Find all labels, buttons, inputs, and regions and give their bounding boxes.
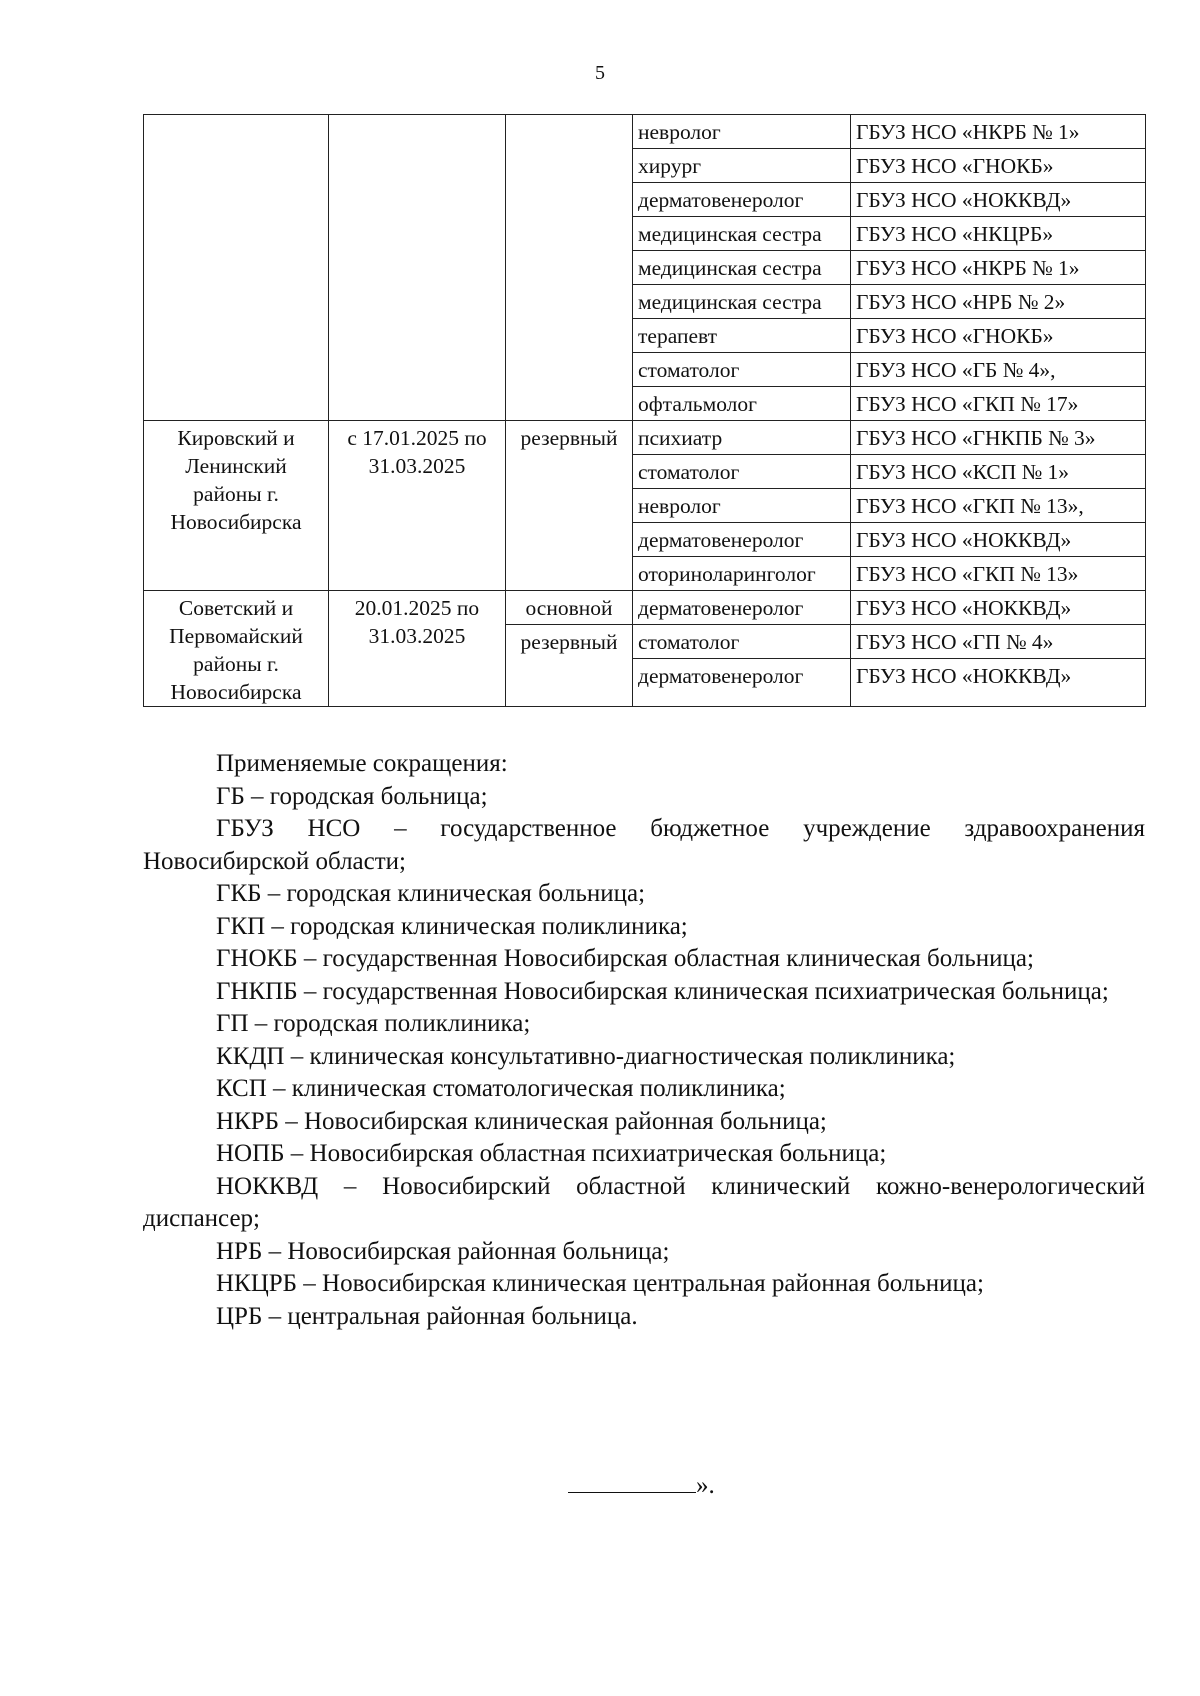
institution-cell: ГБУЗ НСО «НОККВД» <box>851 591 1146 625</box>
abbreviation-item: ГБУЗ НСО – государственное бюджетное учреждение здравоохранения Новосибирской области; <box>143 815 1145 875</box>
abbreviation-item: ЦРБ – центральная районная больница. <box>216 1302 638 1330</box>
specialist-cell: дерматовенеролог <box>633 591 851 625</box>
abbreviations-intro: Применяемые сокращения: <box>216 750 508 777</box>
abbreviation-item: ГП – городская поликлиника; <box>216 1010 531 1037</box>
abbreviation-item: НОККВД – Новосибирский областной клинический кожно-венерологический диспансер; <box>143 1172 1145 1232</box>
institution-cell: ГБУЗ НСО «НКЦРБ» <box>851 217 1146 251</box>
period-cell: 20.01.2025 по 31.03.2025 <box>329 591 506 707</box>
institution-cell: ГБУЗ НСО «ГКП № 13» <box>851 557 1146 591</box>
specialist-cell: стоматолог <box>633 353 851 387</box>
institution-cell: ГБУЗ НСО «НОККВД» <box>851 523 1146 557</box>
specialist-cell: медицинская сестра <box>633 251 851 285</box>
institution-cell: ГБУЗ НСО «ГКП № 13», <box>851 489 1146 523</box>
table-row <box>144 421 1146 455</box>
closing-quote: ». <box>696 1472 715 1499</box>
schedule-table <box>143 114 1146 707</box>
abbreviation-item: ГНОКБ – государственная Новосибирская областная клиническая больница; <box>216 945 1034 972</box>
specialist-cell: стоматолог <box>633 455 851 489</box>
institution-cell: ГБУЗ НСО «НКРБ № 1» <box>851 115 1146 149</box>
specialist-cell: терапевт <box>633 319 851 353</box>
abbreviation-item: НКРБ – Новосибирская клиническая районная больница; <box>216 1107 827 1135</box>
abbreviation-item: НОПБ – Новосибирская областная психиатрическая больница; <box>216 1140 887 1167</box>
type-cell: резервный <box>506 421 633 591</box>
specialist-cell: невролог <box>633 115 851 149</box>
type-cell: основной <box>506 591 633 625</box>
institution-cell: ГБУЗ НСО «ГП № 4» <box>851 625 1146 659</box>
specialist-cell: хирург <box>633 149 851 183</box>
closing-mark <box>568 1470 715 1502</box>
signature-line <box>568 1470 696 1493</box>
abbreviation-item: ГНКПБ – государственная Новосибирская клиническая психиатрическая больница; <box>216 977 1109 1005</box>
specialist-cell: дерматовенеролог <box>633 183 851 217</box>
institution-cell: ГБУЗ НСО «ГНОКБ» <box>851 149 1146 183</box>
institution-cell: ГБУЗ НСО «ГНОКБ» <box>851 319 1146 353</box>
district-cell <box>144 115 329 421</box>
period-cell <box>329 115 506 421</box>
type-cell: резервный <box>506 625 633 707</box>
specialist-cell: дерматовенеролог <box>633 523 851 557</box>
abbreviation-item: ГБ – городская больница; <box>216 782 488 810</box>
institution-cell: ГБУЗ НСО «НОККВД» <box>851 183 1146 217</box>
institution-cell: ГБУЗ НСО «ГКП № 17» <box>851 387 1146 421</box>
institution-cell: ГБУЗ НСО «НОККВД» <box>851 659 1146 707</box>
type-cell <box>506 115 633 421</box>
specialist-cell: офтальмолог <box>633 387 851 421</box>
abbreviation-item: ККДП – клиническая консультативно-диагностическая поликлиника; <box>216 1042 956 1070</box>
institution-cell: ГБУЗ НСО «ГБ № 4», <box>851 353 1146 387</box>
specialist-cell: невролог <box>633 489 851 523</box>
institution-cell: ГБУЗ НСО «НКРБ № 1» <box>851 251 1146 285</box>
abbreviations-section <box>143 748 1145 1333</box>
specialist-cell: психиатр <box>633 421 851 455</box>
table-row <box>144 591 1146 625</box>
abbreviation-item: НКЦРБ – Новосибирская клиническая центральная районная больница; <box>216 1270 984 1297</box>
table-row <box>144 115 1146 149</box>
specialist-cell: медицинская сестра <box>633 285 851 319</box>
abbreviation-item: ГКП – городская клиническая поликлиника; <box>216 912 688 940</box>
institution-cell: ГБУЗ НСО «НРБ № 2» <box>851 285 1146 319</box>
specialist-cell: оториноларинголог <box>633 557 851 591</box>
district-cell: Советский и Первомайский районы г. Новосибирска <box>144 591 329 707</box>
specialist-cell: стоматолог <box>633 625 851 659</box>
abbreviation-item: НРБ – Новосибирская районная больница; <box>216 1237 670 1265</box>
specialist-cell: дерматовенеролог <box>633 659 851 707</box>
period-cell: с 17.01.2025 по 31.03.2025 <box>329 421 506 591</box>
page-number: 5 <box>595 62 605 84</box>
abbreviation-item: КСП – клиническая стоматологическая поликлиника; <box>216 1075 786 1102</box>
specialist-cell: медицинская сестра <box>633 217 851 251</box>
district-cell: Кировский и Ленинский районы г. Новосибирска <box>144 421 329 591</box>
abbreviation-item: ГКБ – городская клиническая больница; <box>216 880 646 907</box>
institution-cell: ГБУЗ НСО «КСП № 1» <box>851 455 1146 489</box>
institution-cell: ГБУЗ НСО «ГНКПБ № 3» <box>851 421 1146 455</box>
